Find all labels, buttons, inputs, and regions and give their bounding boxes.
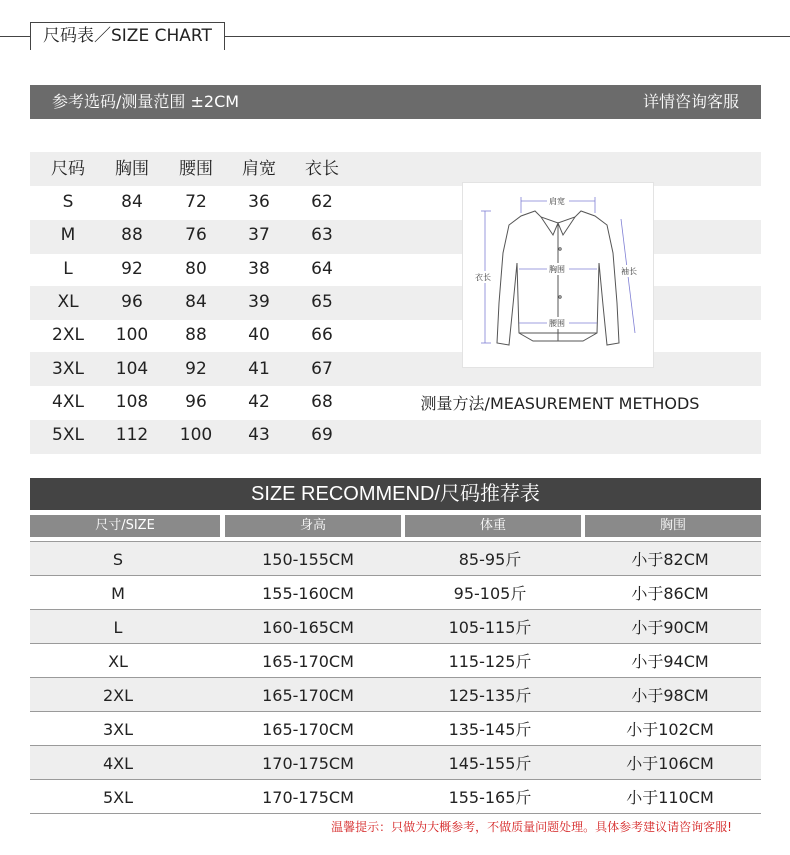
table-cell: 42 xyxy=(248,392,270,412)
table-cell: 64 xyxy=(311,259,333,279)
table-cell: 69 xyxy=(311,425,333,445)
shirt-diagram-icon xyxy=(463,183,653,367)
shoulder-label: 肩宽 xyxy=(549,197,565,206)
table-cell: 165-170CM xyxy=(262,652,354,671)
column-header: 胸围 xyxy=(585,515,761,537)
table-cell: 84 xyxy=(185,292,207,312)
table-row xyxy=(30,610,761,644)
table-cell: 112 xyxy=(115,425,149,445)
table-cell: 160-165CM xyxy=(262,618,354,637)
table-row xyxy=(30,678,761,712)
table-cell: 150-155CM xyxy=(262,550,354,569)
table-cell: L xyxy=(63,259,73,279)
size-recommend-title: SIZE RECOMMEND/尺码推荐表 xyxy=(30,478,761,510)
table-cell: 4XL xyxy=(52,392,84,412)
table-cell: 小于86CM xyxy=(631,584,709,603)
table-cell: 95-105斤 xyxy=(453,584,527,603)
table-cell: S xyxy=(62,192,74,212)
table-row xyxy=(30,780,761,814)
length-label: 衣长 xyxy=(475,273,491,282)
table-cell: 88 xyxy=(121,225,143,245)
table-cell: S xyxy=(112,550,124,569)
table-row xyxy=(36,285,356,319)
size-chart-section xyxy=(30,152,761,454)
table-cell: 62 xyxy=(311,192,333,212)
table-cell: 165-170CM xyxy=(262,686,354,705)
table-cell: 100 xyxy=(115,325,149,345)
table-row xyxy=(36,185,356,219)
contact-service-text: 详情咨询客服 xyxy=(642,92,739,111)
table-cell: 小于82CM xyxy=(631,550,709,569)
table-cell: XL xyxy=(57,292,79,312)
table-cell: 小于94CM xyxy=(631,652,709,671)
table-cell: 小于110CM xyxy=(626,788,714,807)
table-cell: 小于98CM xyxy=(631,686,709,705)
table-row xyxy=(36,218,356,252)
table-cell: 96 xyxy=(121,292,143,312)
table-cell: 155-160CM xyxy=(262,584,354,603)
table-cell: 170-175CM xyxy=(262,788,354,807)
table-cell: 3XL xyxy=(52,359,84,379)
column-header: 体重 xyxy=(405,515,581,537)
table-cell: 41 xyxy=(248,359,270,379)
table-cell: 88 xyxy=(185,325,207,345)
table-row xyxy=(36,385,356,419)
column-header: 胸围 xyxy=(115,159,149,179)
table-cell: 85-95斤 xyxy=(458,550,522,569)
measurement-range-text: 参考选码/测量范围 ±2CM xyxy=(52,92,240,111)
column-header: 身高 xyxy=(225,515,401,537)
table-cell: 小于106CM xyxy=(626,754,714,773)
table-cell: 5XL xyxy=(102,788,134,807)
table-row xyxy=(30,576,761,610)
table-cell: 5XL xyxy=(52,425,84,445)
column-header: 肩宽 xyxy=(242,159,276,179)
table-cell: 38 xyxy=(248,259,270,279)
table-cell: 84 xyxy=(121,192,143,212)
table-cell: 92 xyxy=(121,259,143,279)
table-cell: 165-170CM xyxy=(262,720,354,739)
table-cell: 155-165斤 xyxy=(448,788,532,807)
table-cell: 96 xyxy=(185,392,207,412)
table-cell: 40 xyxy=(248,325,270,345)
table-cell: 135-145斤 xyxy=(448,720,532,739)
table-cell: 92 xyxy=(185,359,207,379)
table-row xyxy=(36,418,356,452)
table-cell: 4XL xyxy=(102,754,134,773)
measurement-diagram xyxy=(462,182,654,368)
table-cell: 72 xyxy=(185,192,207,212)
table-cell: 43 xyxy=(248,425,270,445)
table-cell: 170-175CM xyxy=(262,754,354,773)
chest-label: 胸围 xyxy=(549,265,565,274)
table-cell: L xyxy=(113,618,123,637)
table-cell: 145-155斤 xyxy=(448,754,532,773)
reference-bar xyxy=(30,85,761,119)
sleeve-label: 袖长 xyxy=(621,267,637,276)
table-cell: 108 xyxy=(115,392,149,412)
waist-label: 腰围 xyxy=(549,319,565,328)
column-header: 尺寸/SIZE xyxy=(30,515,220,537)
table-cell: 2XL xyxy=(52,325,84,345)
table-row xyxy=(36,318,356,352)
table-row xyxy=(30,712,761,746)
column-header: 尺码 xyxy=(51,159,85,179)
table-cell: 76 xyxy=(185,225,207,245)
table-cell: 125-135斤 xyxy=(448,686,532,705)
page-title: 尺码表／SIZE CHART xyxy=(30,22,225,50)
table-row xyxy=(30,542,761,576)
table-row xyxy=(36,252,356,286)
table-cell: M xyxy=(60,225,76,245)
notice-text: 温馨提示：只做为大概参考，不做质量问题处理。具体参考建议请咨询客服! xyxy=(331,820,732,834)
table-cell: 67 xyxy=(311,359,333,379)
table-cell: 68 xyxy=(311,392,333,412)
table-cell: 36 xyxy=(248,192,270,212)
table-cell: 80 xyxy=(185,259,207,279)
table-cell: 39 xyxy=(248,292,270,312)
column-header: 衣长 xyxy=(305,159,339,179)
table-cell: 104 xyxy=(115,359,149,379)
table-cell: 65 xyxy=(311,292,333,312)
table-cell: 小于102CM xyxy=(626,720,714,739)
measurement-methods-caption: 测量方法/MEASUREMENT METHODS xyxy=(420,394,700,413)
table-cell: 100 xyxy=(179,425,213,445)
table-cell: M xyxy=(111,584,125,603)
table-cell: 3XL xyxy=(102,720,134,739)
table-row xyxy=(36,352,356,386)
table-cell: 66 xyxy=(311,325,333,345)
size-table-header xyxy=(36,152,356,186)
column-header: 腰围 xyxy=(179,159,213,179)
table-row xyxy=(30,644,761,678)
table-cell: 105-115斤 xyxy=(448,618,532,637)
table-row xyxy=(30,746,761,780)
table-cell: 37 xyxy=(248,225,270,245)
table-cell: 63 xyxy=(311,225,333,245)
table-cell: 115-125斤 xyxy=(448,652,532,671)
table-cell: XL xyxy=(108,652,128,671)
table-cell: 小于90CM xyxy=(631,618,709,637)
table-cell: 2XL xyxy=(102,686,134,705)
